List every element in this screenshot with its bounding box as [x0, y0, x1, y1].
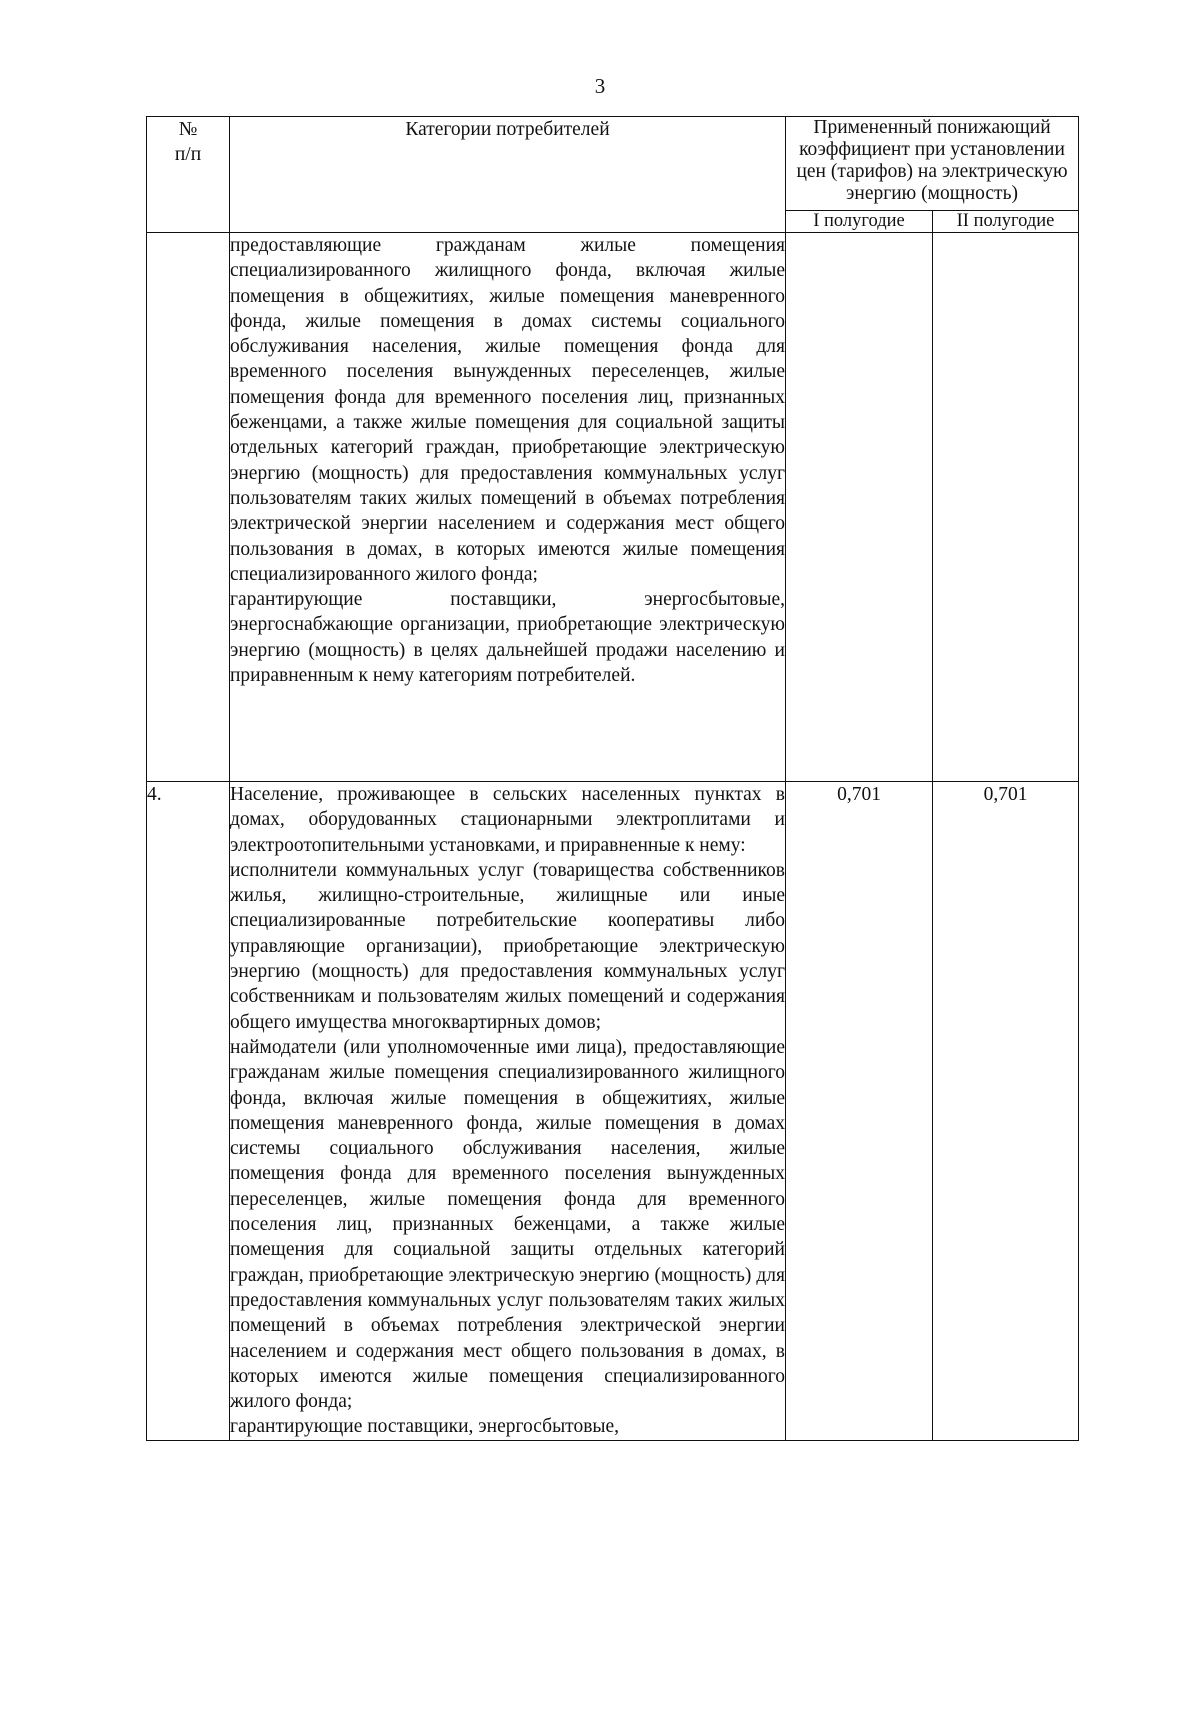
- first-half-value-cell: [786, 233, 933, 782]
- category-paragraph: Население, проживающее в сельских населенных пунктах в домах, оборудованных стационарными электроплитами и электроотопительными установками, и приравненные к нему:: [230, 784, 785, 856]
- header-first-half-year: [786, 211, 933, 233]
- second-half-value-cell: [933, 233, 1079, 782]
- page-number: 3: [594, 74, 606, 98]
- category-paragraph: гарантирующие поставщики, энергосбытовые, энергоснабжающие организации, приобретающие электрическую энергию (мощность) в целях дальнейшей продажи населению и приравненным к нему категориям потребителей.: [230, 589, 785, 687]
- row-number-cell: [147, 233, 230, 782]
- first-half-value: 0,701: [837, 784, 881, 805]
- header-coefficient: [786, 117, 1079, 211]
- second-half-value-cell: [933, 782, 1079, 1441]
- category-paragraph: гарантирующие поставщики, энергосбытовые,: [230, 1416, 620, 1438]
- header-second-half-year: [933, 211, 1079, 233]
- table-row: [147, 782, 1079, 1441]
- header-second-half-year-label: II полугодие: [956, 211, 1055, 231]
- category-cell: [230, 782, 786, 1441]
- category-paragraph: исполнители коммунальных услуг (товарищества собственников жилья, жилищно-строительные, жилищные или иные специализированные потребительские кооперативы либо управляющие организации), приобретающие электрическую энергию (мощность) для предоставления коммунальных услуг собственникам и пользователям жилых помещений и содержания общего имущества многоквартирных домов;: [230, 859, 785, 1033]
- header-coefficient-label: Примененный понижающий коэффициент при установлении цен (тарифов) на электрическую энергию (мощность): [796, 117, 1068, 204]
- second-half-value: 0,701: [983, 784, 1028, 805]
- category-paragraph: наймодатели (или уполномоченные ими лица), предоставляющие гражданам жилые помещения специализированного жилищного фонда, включая жилые помещения в общежитиях, жилые помещения маневренного фонда, жилые помещения в домах системы социального обслуживания населения, жилые помещения фонда для временного поселения вынужденных переселенцев, жилые помещения фонда для временного поселения лиц, признанных беженцами, а также жилые помещения для социальной защиты отдельных категорий граждан, приобретающие электрическую энергию (мощность) для предоставления коммунальных услуг пользователям таких жилых помещений в объемах потребления электрической энергии населением и содержания мест общего пользования в домах, в которых имеются жилые помещения специализированного жилого фонда;: [230, 1036, 785, 1413]
- category-cell: [230, 233, 786, 782]
- header-consumer-category: [230, 117, 786, 233]
- header-row-number-label: № п/п: [174, 119, 202, 165]
- first-half-value-cell: [786, 782, 933, 1441]
- category-paragraph: предоставляющие гражданам жилые помещения специализированного жилищного фонда, включая жилые помещения в общежитиях, жилые помещения маневренного фонда, жилые помещения в домах системы социального обслуживания населения, жилые помещения фонда для временного поселения вынужденных переселенцев, жилые помещения фонда для временного поселения лиц, признанных беженцами, а также жилые помещения для социальной защиты отдельных категорий граждан, приобретающие электрическую энергию (мощность) для предоставления коммунальных услуг пользователям таких жилых помещений в объемах потребления электрической энергии населением и содержания мест общего пользования в домах, в которых имеются жилые помещения специализированного жилого фонда;: [230, 235, 785, 585]
- header-first-half-year-label: I полугодие: [813, 211, 905, 231]
- table-row: [147, 233, 1079, 782]
- row-number: 4.: [147, 784, 162, 805]
- header-consumer-category-label: Категории потребителей: [405, 119, 610, 140]
- row-number-cell: [147, 782, 230, 1441]
- header-row-number: [147, 117, 230, 233]
- tariff-coefficient-table: [146, 116, 1079, 1441]
